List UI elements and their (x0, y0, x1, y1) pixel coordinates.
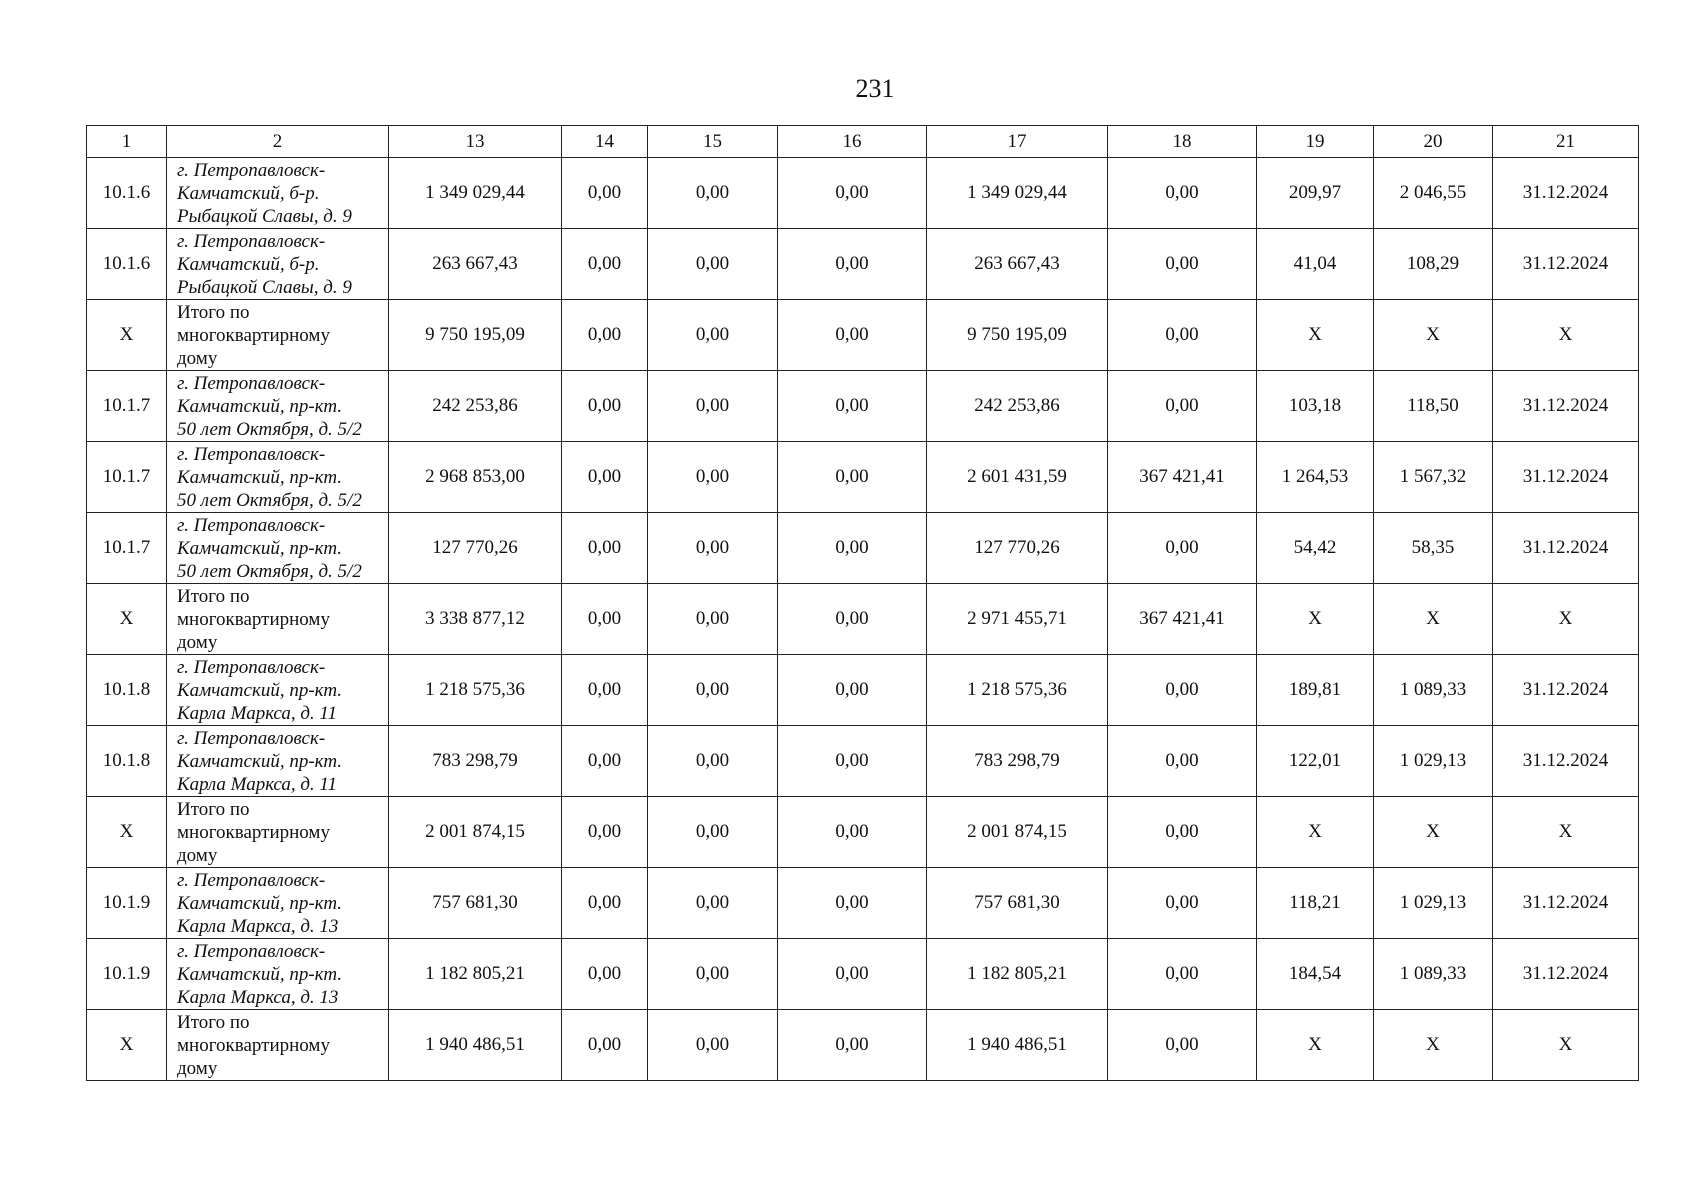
cell-col-19: 122,01 (1257, 726, 1374, 797)
cell-col-20: 1 567,32 (1374, 442, 1493, 513)
cell-row-number: X (87, 584, 167, 655)
cell-col-19: X (1257, 797, 1374, 868)
cell-col-13: 263 667,43 (389, 229, 562, 300)
cell-col-17: 1 182 805,21 (927, 939, 1108, 1010)
column-header: 15 (648, 126, 778, 158)
cell-col-19: 118,21 (1257, 868, 1374, 939)
cell-col-18: 0,00 (1108, 158, 1257, 229)
cell-address (167, 371, 389, 442)
cell-col-18: 0,00 (1108, 655, 1257, 726)
column-header: 13 (389, 126, 562, 158)
cell-address (167, 158, 389, 229)
column-header: 21 (1493, 126, 1639, 158)
cell-col-14: 0,00 (562, 158, 648, 229)
cell-row-number: 10.1.7 (87, 513, 167, 584)
address-text: г. Петропавловск- Камчатский, пр-кт. 50 лет Октября, д. 5/2 (177, 443, 362, 511)
cell-address (167, 655, 389, 726)
cell-col-16: 0,00 (778, 300, 927, 371)
cell-col-21: X (1493, 300, 1639, 371)
cell-col-15: 0,00 (648, 939, 778, 1010)
cell-row-number: 10.1.8 (87, 655, 167, 726)
table-row (87, 726, 1639, 797)
cell-col-20: X (1374, 584, 1493, 655)
cell-col-16: 0,00 (778, 1010, 927, 1081)
cell-col-16: 0,00 (778, 229, 927, 300)
cell-col-18: 0,00 (1108, 797, 1257, 868)
cell-col-15: 0,00 (648, 868, 778, 939)
cell-col-15: 0,00 (648, 797, 778, 868)
cell-col-20: 1 029,13 (1374, 726, 1493, 797)
cell-col-20: 1 029,13 (1374, 868, 1493, 939)
total-row (87, 1010, 1639, 1081)
cell-col-18: 367 421,41 (1108, 584, 1257, 655)
cell-col-16: 0,00 (778, 726, 927, 797)
cell-col-21: X (1493, 1010, 1639, 1081)
cell-col-15: 0,00 (648, 513, 778, 584)
cell-col-14: 0,00 (562, 584, 648, 655)
cell-col-16: 0,00 (778, 939, 927, 1010)
cell-col-21: X (1493, 797, 1639, 868)
cell-col-14: 0,00 (562, 655, 648, 726)
cell-address (167, 939, 389, 1010)
cell-row-number: 10.1.7 (87, 371, 167, 442)
address-text: г. Петропавловск- Камчатский, б-р. Рыбацкой Славы, д. 9 (177, 159, 352, 227)
cell-address (167, 797, 389, 868)
cell-col-15: 0,00 (648, 300, 778, 371)
column-header: 20 (1374, 126, 1493, 158)
cell-col-14: 0,00 (562, 1010, 648, 1081)
cell-col-17: 1 349 029,44 (927, 158, 1108, 229)
cell-col-20: 118,50 (1374, 371, 1493, 442)
cell-col-15: 0,00 (648, 655, 778, 726)
cell-col-15: 0,00 (648, 371, 778, 442)
cell-col-21: 31.12.2024 (1493, 868, 1639, 939)
cell-col-17: 2 001 874,15 (927, 797, 1108, 868)
cell-col-18: 0,00 (1108, 513, 1257, 584)
table-row (87, 229, 1639, 300)
table-row (87, 939, 1639, 1010)
cell-row-number: X (87, 1010, 167, 1081)
cell-col-20: X (1374, 797, 1493, 868)
address-text: г. Петропавловск- Камчатский, пр-кт. Карла Маркса, д. 11 (177, 656, 343, 724)
cell-col-19: 189,81 (1257, 655, 1374, 726)
table-row (87, 158, 1639, 229)
total-row (87, 584, 1639, 655)
cell-col-13: 9 750 195,09 (389, 300, 562, 371)
address-text: г. Петропавловск- Камчатский, пр-кт. 50 лет Октября, д. 5/2 (177, 372, 362, 440)
cell-col-19: X (1257, 1010, 1374, 1081)
cell-col-15: 0,00 (648, 158, 778, 229)
cell-col-14: 0,00 (562, 868, 648, 939)
cell-col-17: 263 667,43 (927, 229, 1108, 300)
total-label: Итого по многоквартирному дому (177, 301, 330, 369)
cell-col-21: 31.12.2024 (1493, 158, 1639, 229)
table-body (87, 158, 1639, 1081)
cell-col-21: 31.12.2024 (1493, 655, 1639, 726)
cell-col-21: 31.12.2024 (1493, 229, 1639, 300)
cell-row-number: 10.1.9 (87, 939, 167, 1010)
total-row (87, 300, 1639, 371)
column-header: 1 (87, 126, 167, 158)
cell-col-16: 0,00 (778, 868, 927, 939)
column-header: 19 (1257, 126, 1374, 158)
cell-col-13: 3 338 877,12 (389, 584, 562, 655)
column-header: 17 (927, 126, 1108, 158)
cell-col-20: X (1374, 1010, 1493, 1081)
cell-col-19: 54,42 (1257, 513, 1374, 584)
cell-col-17: 2 601 431,59 (927, 442, 1108, 513)
cell-col-19: 1 264,53 (1257, 442, 1374, 513)
cell-address (167, 513, 389, 584)
cell-address (167, 584, 389, 655)
cell-col-15: 0,00 (648, 229, 778, 300)
cell-col-17: 1 940 486,51 (927, 1010, 1108, 1081)
cell-col-16: 0,00 (778, 442, 927, 513)
cell-col-15: 0,00 (648, 442, 778, 513)
cell-address (167, 1010, 389, 1081)
cell-col-18: 0,00 (1108, 300, 1257, 371)
table-row (87, 513, 1639, 584)
total-label: Итого по многоквартирному дому (177, 1011, 330, 1079)
column-header: 2 (167, 126, 389, 158)
cell-col-13: 2 001 874,15 (389, 797, 562, 868)
column-header: 16 (778, 126, 927, 158)
cell-col-18: 0,00 (1108, 371, 1257, 442)
header-row (87, 126, 1639, 158)
address-text: г. Петропавловск- Камчатский, пр-кт. Карла Маркса, д. 11 (177, 727, 343, 795)
cell-col-21: 31.12.2024 (1493, 442, 1639, 513)
cell-col-14: 0,00 (562, 229, 648, 300)
cell-row-number: 10.1.8 (87, 726, 167, 797)
cell-col-15: 0,00 (648, 726, 778, 797)
cell-col-18: 0,00 (1108, 229, 1257, 300)
address-text: г. Петропавловск- Камчатский, пр-кт. Карла Маркса, д. 13 (177, 869, 343, 937)
cell-address (167, 726, 389, 797)
cell-col-15: 0,00 (648, 584, 778, 655)
cell-col-17: 757 681,30 (927, 868, 1108, 939)
cell-col-16: 0,00 (778, 584, 927, 655)
cell-row-number: X (87, 797, 167, 868)
cell-col-20: 2 046,55 (1374, 158, 1493, 229)
cell-col-19: X (1257, 584, 1374, 655)
total-label: Итого по многоквартирному дому (177, 585, 330, 653)
cell-col-14: 0,00 (562, 300, 648, 371)
cell-col-13: 1 940 486,51 (389, 1010, 562, 1081)
cell-col-19: 209,97 (1257, 158, 1374, 229)
total-row (87, 797, 1639, 868)
cell-col-19: X (1257, 300, 1374, 371)
cell-address (167, 300, 389, 371)
cell-row-number: X (87, 300, 167, 371)
cell-col-16: 0,00 (778, 797, 927, 868)
cell-col-21: 31.12.2024 (1493, 513, 1639, 584)
cell-row-number: 10.1.6 (87, 229, 167, 300)
cell-col-14: 0,00 (562, 797, 648, 868)
cell-col-13: 757 681,30 (389, 868, 562, 939)
total-label: Итого по многоквартирному дому (177, 798, 330, 866)
cell-col-21: 31.12.2024 (1493, 371, 1639, 442)
cell-col-19: 41,04 (1257, 229, 1374, 300)
cell-col-13: 1 182 805,21 (389, 939, 562, 1010)
cell-row-number: 10.1.9 (87, 868, 167, 939)
cell-col-20: 58,35 (1374, 513, 1493, 584)
cell-address (167, 229, 389, 300)
page-number: 231 (855, 74, 895, 103)
cell-col-14: 0,00 (562, 371, 648, 442)
cell-col-21: X (1493, 584, 1639, 655)
address-text: г. Петропавловск- Камчатский, пр-кт. 50 лет Октября, д. 5/2 (177, 514, 362, 582)
cell-col-17: 783 298,79 (927, 726, 1108, 797)
table-row (87, 371, 1639, 442)
cell-col-20: 1 089,33 (1374, 655, 1493, 726)
cell-col-18: 0,00 (1108, 1010, 1257, 1081)
cell-col-17: 1 218 575,36 (927, 655, 1108, 726)
cell-col-16: 0,00 (778, 158, 927, 229)
cell-col-15: 0,00 (648, 1010, 778, 1081)
cell-col-14: 0,00 (562, 442, 648, 513)
cell-col-18: 367 421,41 (1108, 442, 1257, 513)
cell-col-13: 783 298,79 (389, 726, 562, 797)
cell-col-14: 0,00 (562, 513, 648, 584)
cell-row-number: 10.1.7 (87, 442, 167, 513)
cell-col-13: 127 770,26 (389, 513, 562, 584)
cell-col-18: 0,00 (1108, 726, 1257, 797)
cell-col-13: 1 349 029,44 (389, 158, 562, 229)
cell-col-17: 2 971 455,71 (927, 584, 1108, 655)
cell-col-18: 0,00 (1108, 868, 1257, 939)
data-table (86, 125, 1639, 1081)
cell-col-17: 127 770,26 (927, 513, 1108, 584)
cell-col-17: 242 253,86 (927, 371, 1108, 442)
cell-col-19: 184,54 (1257, 939, 1374, 1010)
cell-col-16: 0,00 (778, 655, 927, 726)
cell-col-18: 0,00 (1108, 939, 1257, 1010)
table-row (87, 868, 1639, 939)
address-text: г. Петропавловск- Камчатский, б-р. Рыбацкой Славы, д. 9 (177, 230, 352, 298)
cell-col-13: 242 253,86 (389, 371, 562, 442)
cell-col-17: 9 750 195,09 (927, 300, 1108, 371)
cell-col-13: 1 218 575,36 (389, 655, 562, 726)
cell-col-14: 0,00 (562, 726, 648, 797)
cell-col-20: 108,29 (1374, 229, 1493, 300)
cell-col-21: 31.12.2024 (1493, 726, 1639, 797)
cell-col-16: 0,00 (778, 371, 927, 442)
table-row (87, 442, 1639, 513)
cell-col-13: 2 968 853,00 (389, 442, 562, 513)
cell-col-20: X (1374, 300, 1493, 371)
column-header: 14 (562, 126, 648, 158)
cell-col-21: 31.12.2024 (1493, 939, 1639, 1010)
cell-row-number: 10.1.6 (87, 158, 167, 229)
table-row (87, 655, 1639, 726)
column-header: 18 (1108, 126, 1257, 158)
cell-address (167, 868, 389, 939)
cell-col-20: 1 089,33 (1374, 939, 1493, 1010)
cell-col-16: 0,00 (778, 513, 927, 584)
cell-col-14: 0,00 (562, 939, 648, 1010)
cell-address (167, 442, 389, 513)
address-text: г. Петропавловск- Камчатский, пр-кт. Карла Маркса, д. 13 (177, 940, 343, 1008)
cell-col-19: 103,18 (1257, 371, 1374, 442)
